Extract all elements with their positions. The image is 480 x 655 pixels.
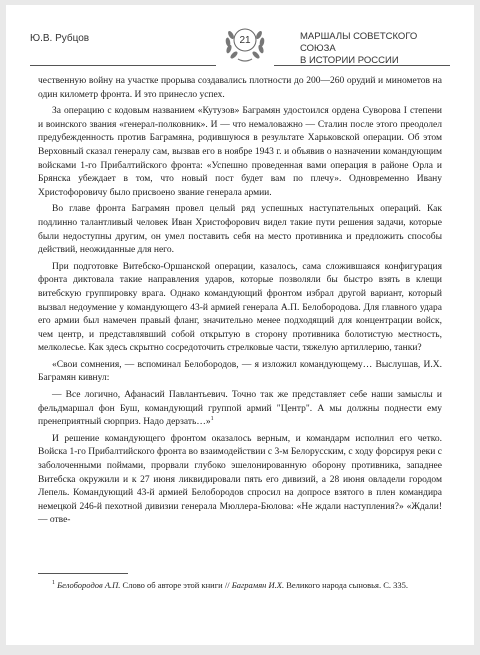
paragraph: Во главе фронта Баграмян провел целый ряд успешных наступательных операций. Как подлинно талантливый человек Иван Христофорович видел такие пути решения задачи, которые были недоступны другим, он умел поставить себя на место противника и предложить способы действий, неожиданные для него. <box>38 204 442 256</box>
quote-paragraph <box>38 389 442 430</box>
page-number: 21 <box>239 35 251 46</box>
running-header <box>30 25 450 67</box>
footnote-author-1: Белобородов А.П. <box>57 580 121 590</box>
footnote-marker: 1 <box>210 416 214 423</box>
paragraph: При подготовке Витебско-Оршанской операции, казалось, сама сложившаяся конфигурация фронта диктовала такие направления ударов, которые позволяли бы быстро взять в клещи витебскую группировку врага. Однако командующий фронтом избрал другой вариант, который вызвал недоумение у командующего 43-й армией генерала А.П. Белобородова. Для главного удара его армии был намечен правый фланг, значительно менее подходящий для концентрации войск, чем центр, и представлявший собой открытую в сторону противника болотистую местность, мелколесье. Как здесь скрытно сосредоточить стрелковые части, тяжелую артиллерию, танки? <box>38 261 442 354</box>
paragraph: За операцию с кодовым названием «Кутузов» Баграмян удостоился ордена Суворова I степени и воинского звания «генерал-полковник». И — что немаловажно — Сталин после этого преодолел предубежденность против Баграмяна, родившуюся в результате Харьковской операции. Об этом Верховный сказал генералу сам, вызвав его в ноябре 1943 г. и объявив о назначении командующим войсками 1-го Прибалтийского фронта: «Успешно проведенная вами операция в районе Орла и Брянска убеждает в том, что новый пост будет вам по плечу». Одновременно Ивану Христофоровичу было присвоено звание генерала армии. <box>38 106 442 198</box>
laurel-wreath-icon <box>220 25 270 67</box>
quote-text: — Все логично, Афанасий Павлантьевич. Точно так же представляет себе наши замыслы и фельдмаршал фон Буш, командующий группой армий "Центр". А мы должны поднести ему пренеприятный сюрприз. Надо дерзать…» <box>38 390 442 428</box>
paragraph: И решение командующего фронтом оказалось верным, и командарм исполнил его четко. Войска 1-го Прибалтийского фронта во взаимодействии с 3-м Белорусским, с ходу форсируя реки с заболоченными поймами, прорвали глубоко эшелонированную оборону противника, западнее Витебска окружили и к 27 июня ликвидировали пять его дивизий, а 28 июня овладели городом Лепель. Командующий 43-й армией Белобородов спросил на допросе взятого в плен командира немецкой 246-й пехотной дивизии генерала Мюллера-Бюлова: «Не ждали наступления?» «Ждали! — отве- <box>38 433 442 526</box>
footnote <box>38 579 442 592</box>
footnote-text-2: Великого народа сыновья. С. 335. <box>284 580 408 590</box>
laurel-emblem <box>220 25 270 67</box>
running-author: Ю.В. Рубцов <box>30 33 90 44</box>
book-page <box>6 5 474 645</box>
footnote-number: 1 <box>52 580 55 587</box>
footnote-rule <box>38 573 128 574</box>
footnote-author-2: Баграмян И.Х. <box>231 580 285 590</box>
series-title <box>300 31 450 67</box>
footnote-text-1: Слово об авторе этой книги // <box>120 580 232 590</box>
paragraph: «Свои сомнения, — вспоминал Белобородов, — я изложил командующему… Выслушав, И.Х. Баграмян кивнул: <box>38 359 442 384</box>
series-title-line-2: В ИСТОРИИ РОССИИ <box>300 55 399 66</box>
main-text <box>38 75 442 531</box>
header-rule <box>30 65 450 66</box>
paragraph: чественную войну на участке прорыва создавались плотности до 200—260 орудий и минометов на один километр фронта. И это принесло успех. <box>38 76 442 100</box>
series-title-line-1: МАРШАЛЫ СОВЕТСКОГО СОЮЗА <box>300 31 418 54</box>
